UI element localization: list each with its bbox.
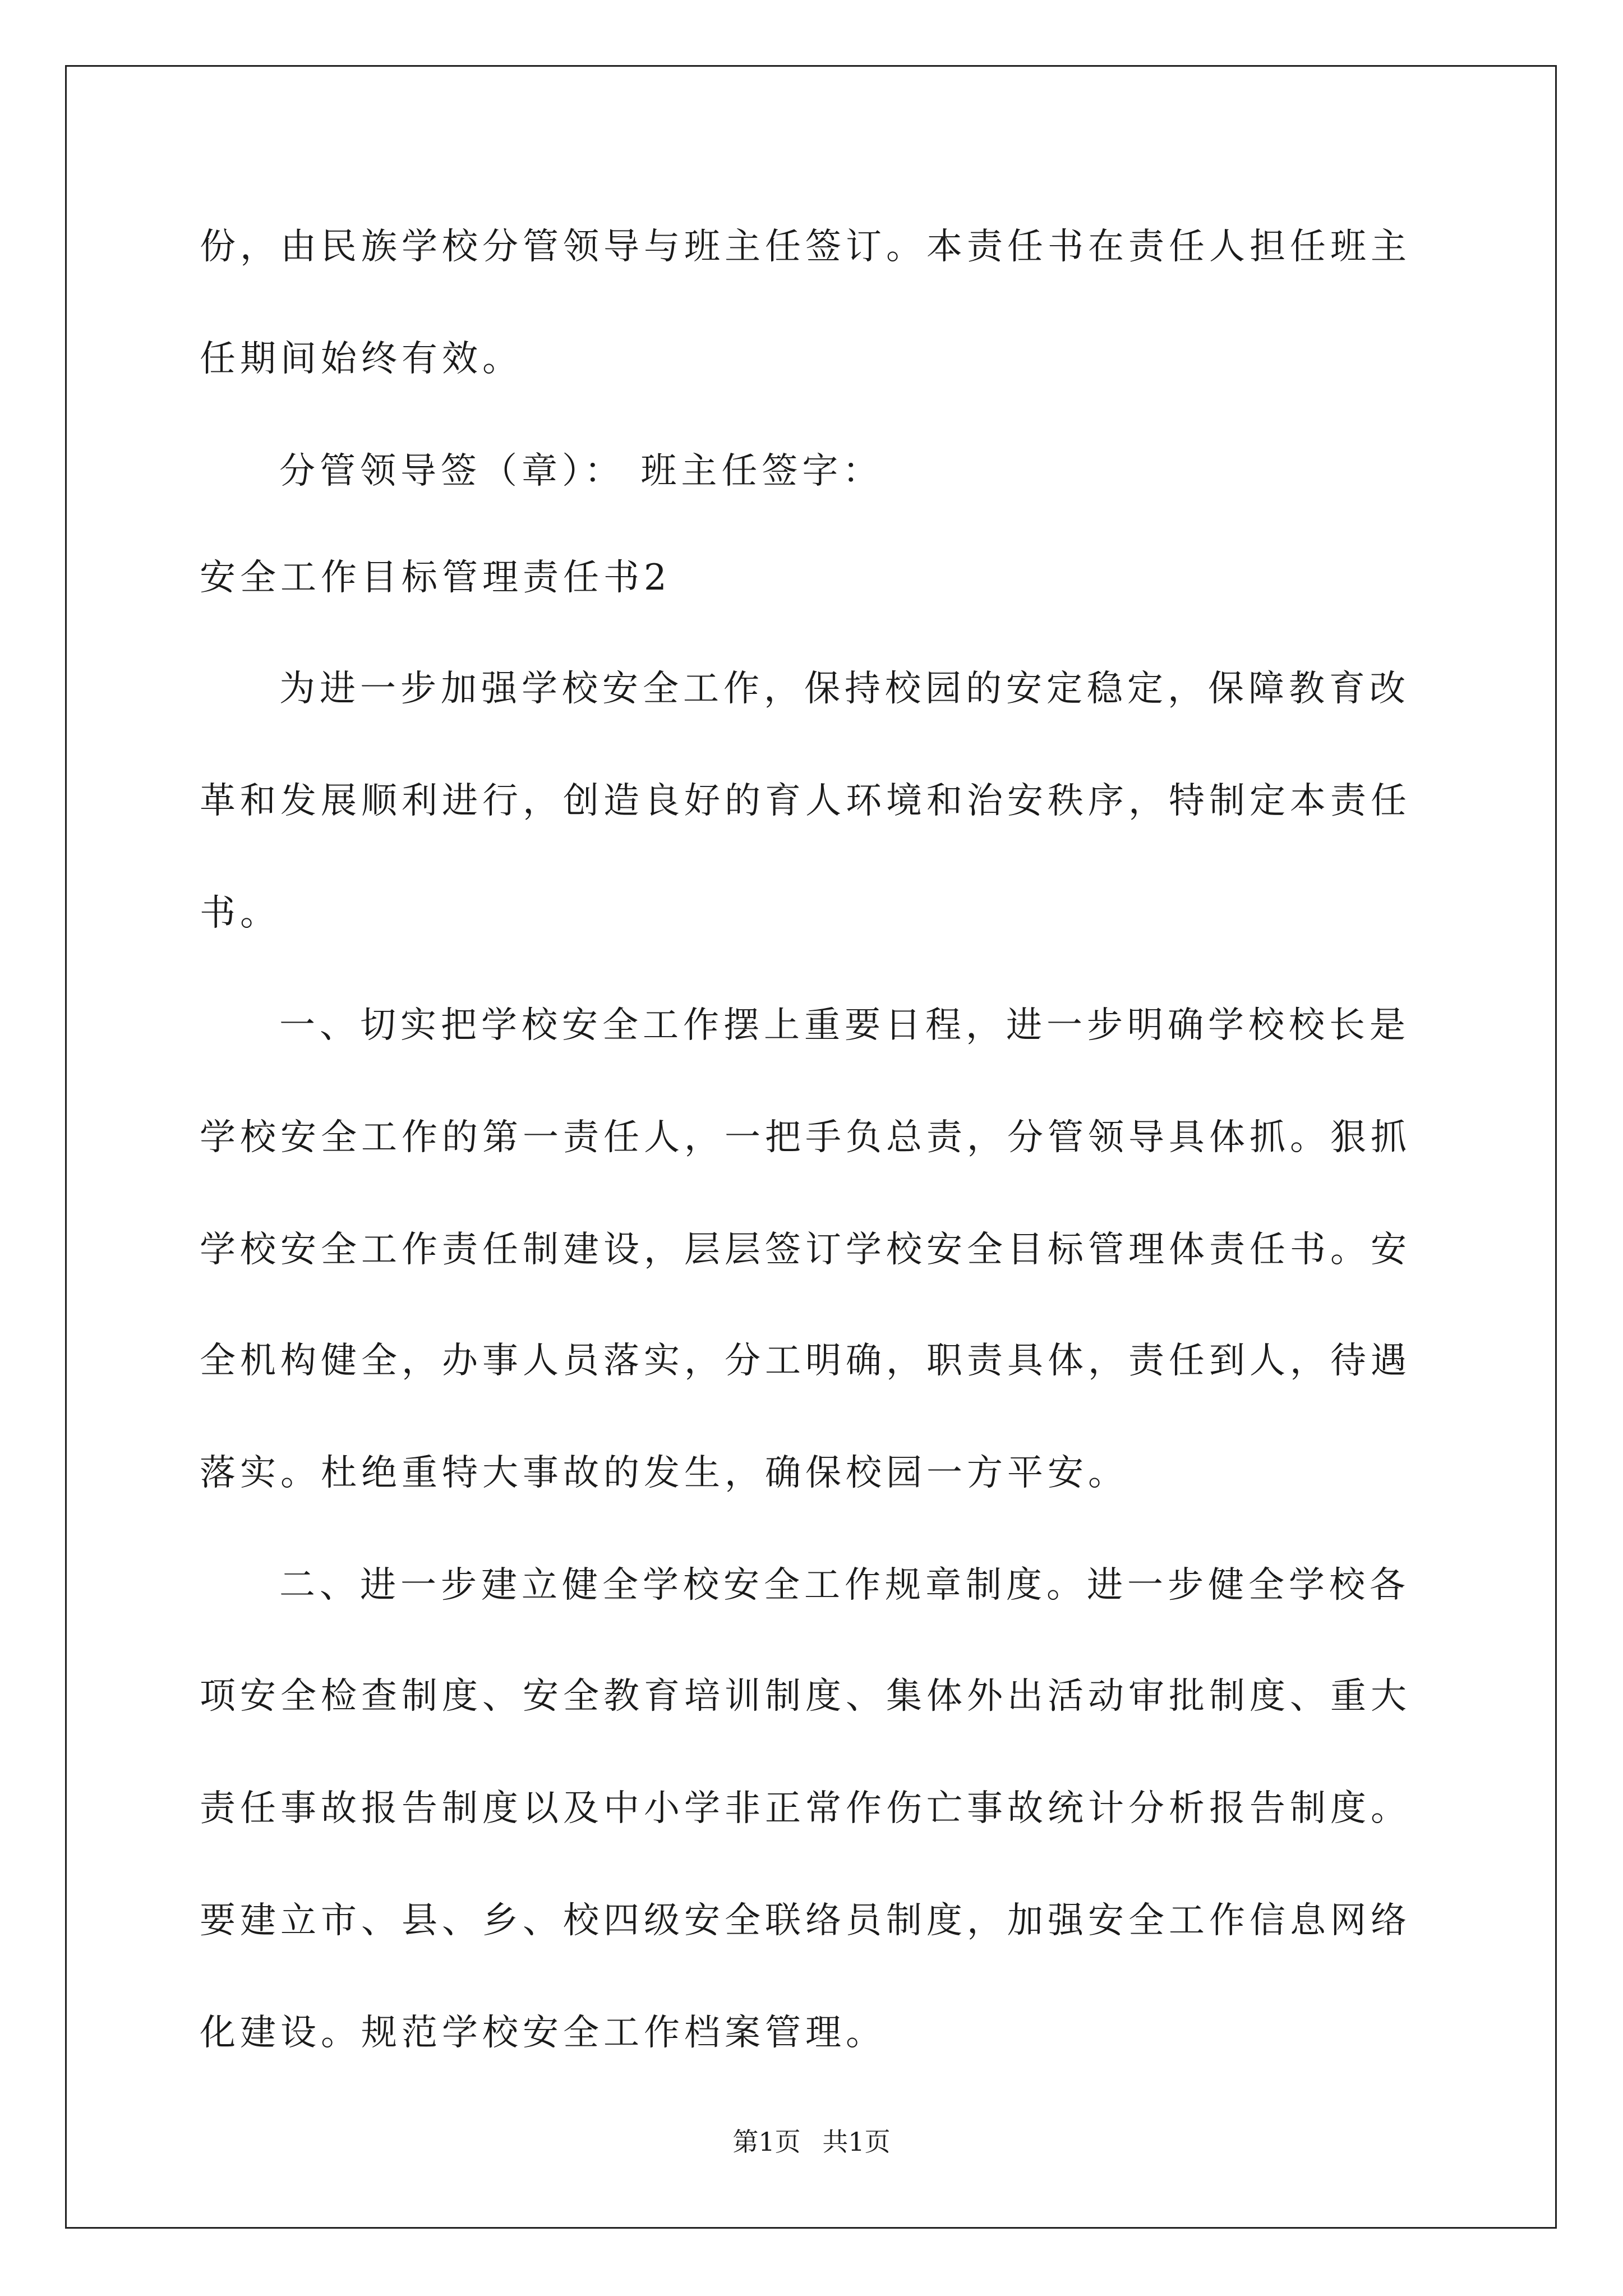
text-line: 任期间始终有效。 xyxy=(200,338,523,380)
text-line: 责任事故报告制度以及中小学非正常作伤亡事故统计分析报告制度。 xyxy=(200,1788,1411,1829)
section-heading: 安全工作目标管理责任书2 xyxy=(200,557,671,599)
text-line: 书。 xyxy=(200,892,280,934)
text-line: 要建立市、县、乡、校四级安全联络员制度，加强安全工作信息网络 xyxy=(200,1900,1411,1941)
text-line: 落实。杜绝重特大事故的发生，确保校园一方平安。 xyxy=(200,1452,1128,1494)
page-total: 共1页 xyxy=(822,2127,891,2157)
page-number: 第1页 xyxy=(732,2127,801,2157)
text-line: 学校安全工作的第一责任人，一把手负总责，分管领导具体抓。狠抓 xyxy=(200,1117,1411,1158)
page-footer xyxy=(0,2125,1623,2159)
text-line: 一、切实把学校安全工作摆上重要日程，进一步明确学校校长是 xyxy=(279,1005,1410,1046)
text-line: 为进一步加强学校安全工作，保持校园的安定稳定，保障教育改 xyxy=(279,668,1410,710)
text-line: 项安全检查制度、安全教育培训制度、集体外出活动审批制度、重大 xyxy=(200,1676,1411,1717)
text-line: 全机构健全，办事人员落实，分工明确，职责具体，责任到人，待遇 xyxy=(200,1340,1411,1382)
signature-line: 分管领导签（章）： 班主任签字： xyxy=(279,450,883,492)
text-line: 二、进一步建立健全学校安全工作规章制度。进一步健全学校各 xyxy=(279,1565,1410,1606)
text-line: 革和发展顺利进行，创造良好的育人环境和治安秩序，特制定本责任 xyxy=(200,780,1411,822)
text-line: 化建设。规范学校安全工作档案管理。 xyxy=(200,2012,886,2054)
text-line: 学校安全工作责任制建设，层层签订学校安全目标管理体责任书。安 xyxy=(200,1229,1411,1271)
text-line: 份，由民族学校分管领导与班主任签订。本责任书在责任人担任班主 xyxy=(200,226,1411,268)
